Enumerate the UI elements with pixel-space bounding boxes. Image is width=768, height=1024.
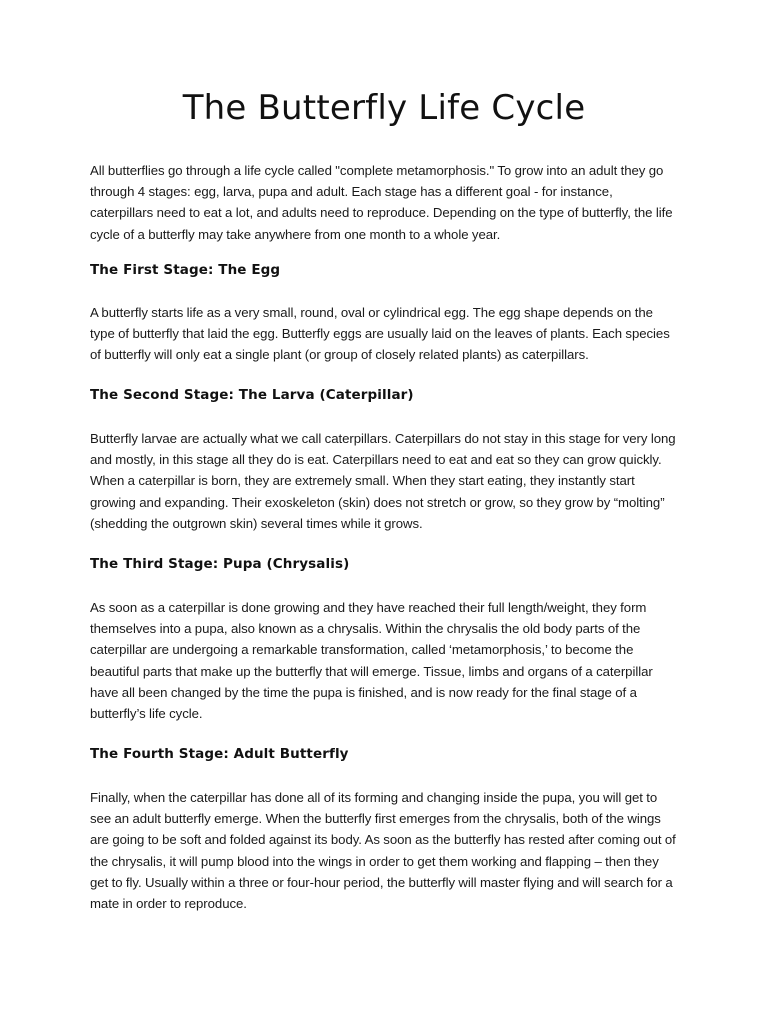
section-body-egg: A butterfly starts life as a very small, round, oval or cylindrical egg. The egg shape depends on the type of butterfly that laid the egg. Butterfly eggs are usually laid on the leaves of plants. Each species of butterfly will only eat a single plant (or group of closely related plants) as caterpillars. <box>90 305 670 363</box>
section-heading-pupa: The Third Stage: Pupa (Chrysalis) <box>90 556 350 572</box>
section-heading-larva: The Second Stage: The Larva (Caterpillar) <box>90 387 414 403</box>
section-heading-egg: The First Stage: The Egg <box>90 262 281 278</box>
intro-paragraph: All butterflies go through a life cycle called "complete metamorphosis." To grow into an adult they go through 4 stages: egg, larva, pupa and adult. Each stage has a different goal - for instance, caterpillars need to eat a lot, and adults need to reproduce. Depending on the type of butterfly, the life cycle of a butterfly may take anywhere from one month to a whole year. <box>90 163 673 242</box>
section-body-larva: Butterfly larvae are actually what we call caterpillars. Caterpillars do not stay in this stage for very long and mostly, in this stage all they do is eat. Caterpillars need to eat and eat so they can grow quickly. When a caterpillar is born, they are extremely small. When they start eating, they instantly start growing and expanding. Their exoskeleton (skin) does not stretch or grow, so they grow by “molting” (shedding the outgrown skin) several times while it grows. <box>90 431 676 531</box>
section-body-pupa: As soon as a caterpillar is done growing and they have reached their full length/weight, they form themselves into a pupa, also known as a chrysalis. Within the chrysalis the old body parts of the caterpillar are undergoing a remarkable transformation, called ‘metamorphosis,’ to become the beautiful parts that make up the butterfly that will emerge. Tissue, limbs and organs of a caterpillar have all been changed by the time the pupa is finished, and is now ready for the final stage of a butterfly’s life cycle. <box>90 600 653 722</box>
section-body-adult: Finally, when the caterpillar has done all of its forming and changing inside the pupa, you will get to see an adult butterfly emerge. When the butterfly first emerges from the chrysalis, both of the wings are going to be soft and folded against its body. As soon as the butterfly has rested after coming out of the chrysalis, it will pump blood into the wings in order to get them working and flapping – then they get to fly. Usually within a three or four-hour period, the butterfly will master flying and will search for a mate in order to reproduce. <box>90 790 676 912</box>
page-title: The Butterfly Life Cycle <box>182 88 586 128</box>
section-heading-adult: The Fourth Stage: Adult Butterfly <box>90 746 349 762</box>
